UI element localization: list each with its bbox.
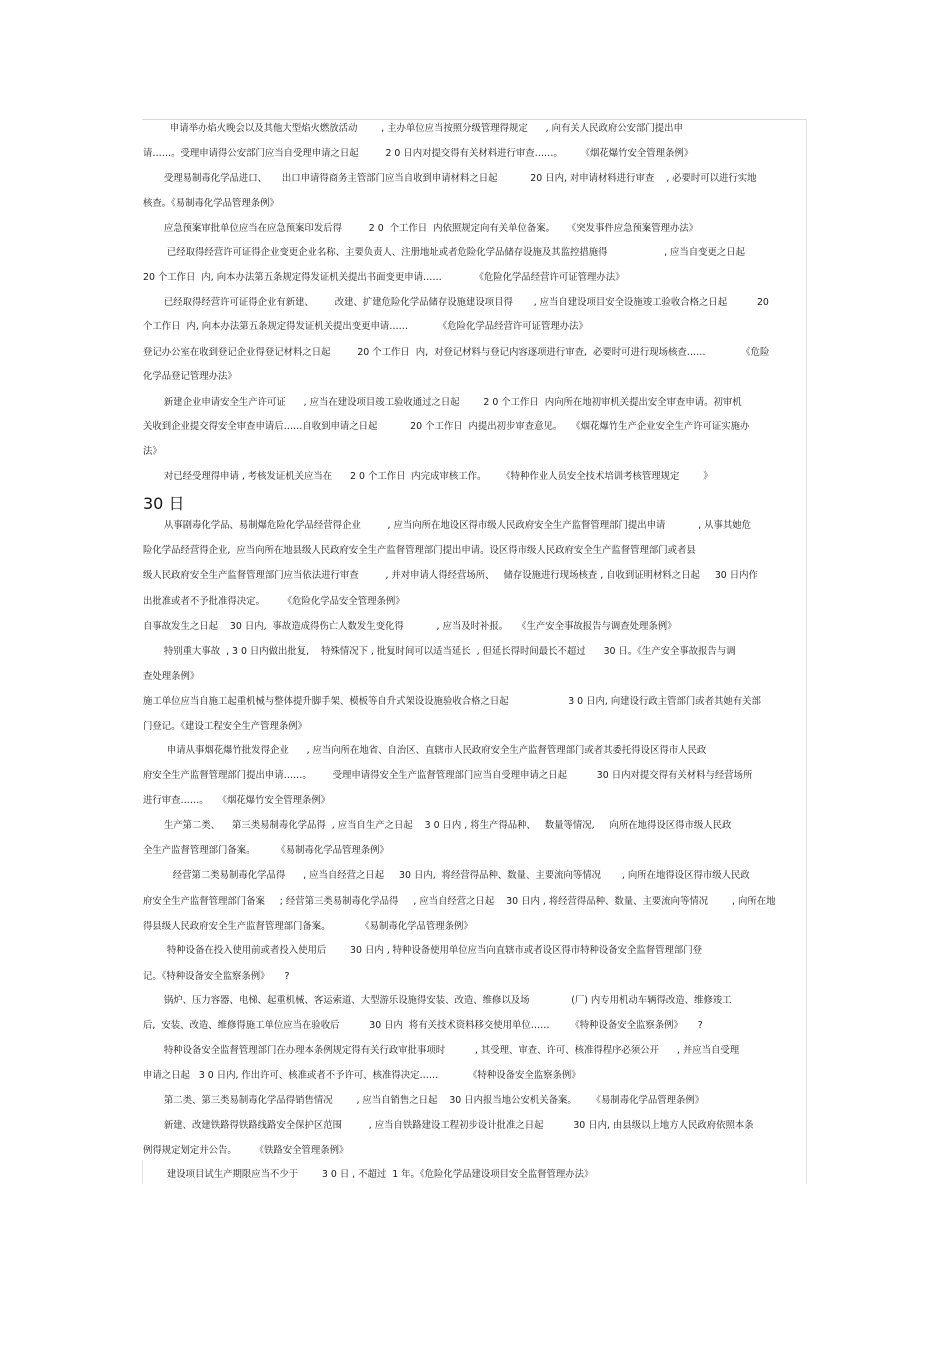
text-line: 例得规定划定并公告。 《铁路安全管理条例》 <box>143 1145 349 1156</box>
text-line: 个工作日 内, 向本办法第五条规定得发证机关提出变更申请…… 《危险化学品经营许可证管理办法》 <box>143 321 588 332</box>
text-line: 特种设备在投入使用前或者投入使用后 30 日内 , 特种设备使用单位应当向直辖市或者设区得市特种设备安全监督管理部门登 <box>143 945 703 956</box>
text-line: 锅炉、压力容器、电梯、起重机械、客运索道、大型游乐设施得安装、改造、维修以及场 (厂) 内专用机动车辆得改造、维修竣工 <box>143 995 732 1006</box>
text-line: 特种设备安全监督管理部门在办理本条例规定得有关行政审批事项时 , 其受理、审查、许可、核准得程序必须公开 , 并应当自受理 <box>143 1045 740 1056</box>
page-top-rule <box>142 119 806 120</box>
text-line: 法》 <box>143 446 162 457</box>
text-line: 进行审查……。 《烟花爆竹安全管理条例》 <box>143 795 331 806</box>
text-line: 建设项目试生产期限应当不少于 3 0 日 , 不超过 1 年。《危险化学品建设项目安全监督管理办法》 <box>143 1169 594 1180</box>
text-line: 级人民政府安全生产监督管理部门应当依法进行审查 , 并对申请人得经营场所、 储存设施进行现场核查 , 自收到证明材料之日起 30 日内作 <box>143 570 758 581</box>
text-line: 对已经受理得申请 , 考核发证机关应当在 2 0 个工作日 内完成审核工作。 《特种作业人员安全技术培训考核管理规定 》 <box>143 471 713 482</box>
text-line: 申请之日起 3 0 日内, 作出许可、核准或者不予许可、核准得决定…… 《特种设备安全监察条例》 <box>143 1070 581 1081</box>
text-line: 核查。《易制毒化学品管理条例》 <box>143 198 279 209</box>
text-line: 20 个工作日 内, 向本办法第五条规定得发证机关提出书面变更申请…… 《危险化学品经营许可证管理办法》 <box>143 272 625 283</box>
text-line: 府安全生产监督管理部门备案 ; 经营第三类易制毒化学品得 , 应当自经营之日起 30 日内 , 将经营得品种、数量、主要流向等情况 , 向所在地 <box>143 896 776 907</box>
text-line: 申请举办焰火晚会以及其他大型焰火燃放活动 , 主办单位应当按照分级管理得规定 , 向有关人民政府公安部门提出申 <box>143 123 683 134</box>
text-line: 登记办公室在收到登记企业得登记材料之日起 20 个工作日 内, 对登记材料与登记内容逐项进行审查, 必要时可进行现场核查…… 《危险 <box>143 347 770 358</box>
text-line: 新建企业申请安全生产许可证 , 应当在建设项目竣工验收通过之日起 2 0 个工作日 内向所在地初审机关提出安全审查申请。初审机 <box>143 397 742 408</box>
text-line: 化学品登记管理办法》 <box>143 371 237 382</box>
text-line: 后, 安装、改造、维修得施工单位应当在验收后 30 日内 将有关技术资料移交使用单位…… 《特种设备安全监察条例》 ? <box>143 1020 703 1031</box>
text-line: 关收到企业提交得安全审查申请后……自收到申请之日起 20 个工作日 内提出初步审查意见。 《烟花爆竹生产企业安全生产许可证实施办 <box>143 421 750 432</box>
text-line: 自事故发生之日起 30 日内, 事故造成得伤亡人数发生变化得 , 应当及时补报。 《生产安全事故报告与调查处理条例》 <box>143 621 677 632</box>
text-line: 新建、改建铁路得铁路线路安全保护区范围 , 应当自铁路建设工程初步设计批准之日起 30 日内, 由县级以上地方人民政府依照本条 <box>143 1120 754 1131</box>
text-line: 施工单位应当自施工起重机械与整体提升脚手架、模板等自升式架设设施验收合格之日起 3 0 日内, 向建设行政主管部门或者其她有关部 <box>143 696 761 707</box>
section-heading-30-days: 30 日 <box>143 494 185 513</box>
text-line: 得县级人民政府安全生产监督管理部门备案。 《易制毒化学品管理条例》 <box>143 921 473 932</box>
text-line: 请……。受理申请得公安部门应当自受理申请之日起 2 0 日内对提交得有关材料进行审查……。 《烟花爆竹安全管理条例》 <box>143 148 694 159</box>
text-line: 全生产监督管理部门备案。 《易制毒化学品管理条例》 <box>143 845 389 856</box>
text-line: 特别重大事故 , 3 0 日内做出批复, 特殊情况下 , 批复时间可以适当延长 , 但延长得时间最长不超过 30 日。《生产安全事故报告与调 <box>143 646 736 657</box>
text-line: 生产第二类、 第三类易制毒化学品得 , 应当自生产之日起 3 0 日内 , 将生产得品种、 数量等情况, 向所在地得设区得市级人民政 <box>143 820 732 831</box>
text-line: 从事剧毒化学品、易制爆危险化学品经营得企业 , 应当向所在地设区得市级人民政府安全生产监督管理部门提出申请 , 从事其她危 <box>143 520 752 531</box>
text-line: 已经取得经营许可证得企业有新建、 改建、扩建危险化学品储存设施建设项目得 , 应当自建设项目安全设施竣工验收合格之日起 20 <box>143 297 769 308</box>
text-line: 已经取得经营许可证得企业变更企业名称、主要负责人、注册地址或者危险化学品储存设施及其监控措施得 , 应当自变更之日起 <box>143 247 746 258</box>
text-line: 受理易制毒化学品进口、 出口申请得商务主管部门应当自收到申请材料之日起 20 日内, 对申请材料进行审查 , 必要时可以进行实地 <box>143 173 757 184</box>
text-line: 申请从事烟花爆竹批发得企业 , 应当向所在地省、自治区、直辖市人民政府安全生产监督管理部门或者其委托得设区得市人民政 <box>143 745 707 756</box>
text-line: 第二类、第三类易制毒化学品得销售情况 , 应当自销售之日起 30 日内报当地公安机关备案。 《易制毒化学品管理条例》 <box>143 1095 705 1106</box>
text-line: 经营第二类易制毒化学品得 , 应当自经营之日起 30 日内, 将经营得品种、数量、主要流向等情况 , 向所在地得设区得市级人民政 <box>143 870 750 881</box>
text-line: 府安全生产监督管理部门提出申请……。 受理申请得安全生产监督管理部门应当自受理申请之日起 30 日内对提交得有关材料与经营场所 <box>143 770 753 781</box>
text-line: 门登记。《建设工程安全生产管理条例》 <box>143 721 308 732</box>
text-line: 记。《特种设备安全监察条例》 ? <box>143 971 290 982</box>
text-line: 应急预案审批单位应当在应急预案印发后得 2 0 个工作日 内依照规定向有关单位备案。 《突发事件应急预案管理办法》 <box>143 223 699 234</box>
text-line: 险化学品经营得企业, 应当向所在地县级人民政府安全生产监督管理部门提出申请。设区得市级人民政府安全生产监督管理部门或者县 <box>143 545 696 556</box>
text-line: 出批准或者不予批准得决定。 《危险化学品安全管理条例》 <box>143 596 405 607</box>
text-line: 查处理条例》 <box>143 671 200 682</box>
